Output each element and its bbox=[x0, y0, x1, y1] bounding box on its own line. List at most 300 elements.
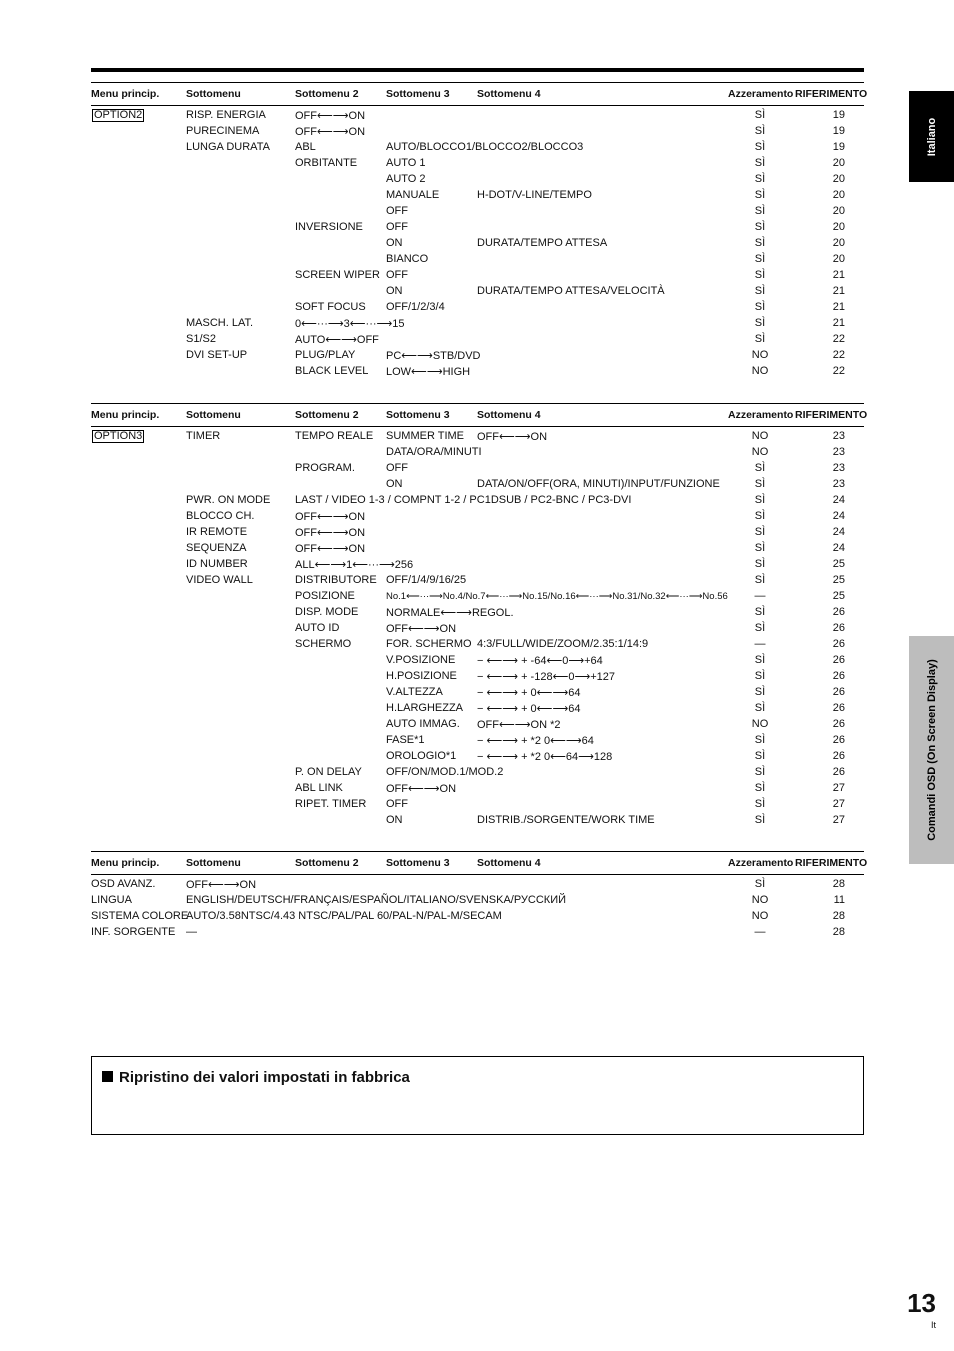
table-row bbox=[91, 717, 864, 733]
header-azzeramento: Azzeramento bbox=[728, 409, 794, 421]
cell-riferimento bbox=[803, 205, 845, 217]
cell-text: OFF⟵⟶ON bbox=[295, 511, 366, 523]
cell-text: SÌ bbox=[754, 317, 766, 329]
cell-text: BIANCO bbox=[386, 253, 429, 265]
table-row bbox=[91, 477, 864, 493]
cell-sottomenu-3 bbox=[386, 654, 455, 666]
cell-sottomenu-3 bbox=[386, 285, 403, 297]
cell-azzeramento bbox=[731, 574, 789, 586]
cell-sottomenu-2 bbox=[295, 606, 358, 618]
cell-sottomenu-4 bbox=[477, 430, 547, 443]
menu-table-general bbox=[91, 851, 868, 941]
cell-text: 19 bbox=[832, 141, 845, 153]
cell-riferimento bbox=[803, 125, 845, 137]
cell-text: No.1⟵···⟶No.4/No.7⟵···⟶No.15/No.16⟵···⟶No.31/No.32⟵···⟶No.56 bbox=[386, 591, 728, 602]
cell-text: OFF⟵⟶ON *2 bbox=[477, 719, 561, 731]
cell-text: OFF/1/4/9/16/25 bbox=[386, 574, 467, 586]
cell-text: AUTO 2 bbox=[386, 173, 426, 185]
cell-riferimento bbox=[803, 237, 845, 249]
cell-sottomenu-3 bbox=[386, 814, 403, 826]
cell-azzeramento bbox=[731, 494, 789, 506]
header-sottomenu-2: Sottomenu 2 bbox=[295, 857, 359, 869]
cell-text: DURATA/TEMPO ATTESA bbox=[477, 237, 608, 249]
cell-text: SÌ bbox=[754, 734, 766, 746]
cell-sottomenu-2 bbox=[295, 590, 355, 602]
cell-text: SÌ bbox=[754, 670, 766, 682]
cell-text: NO bbox=[751, 365, 769, 377]
cell-menu-principale bbox=[91, 109, 144, 122]
cell-riferimento bbox=[803, 814, 845, 826]
cell-text: SÌ bbox=[754, 574, 766, 586]
cell-text: SÌ bbox=[754, 285, 766, 297]
header-sottomenu-3: Sottomenu 3 bbox=[386, 88, 450, 100]
header-riferimento: RIFERIMENTO bbox=[795, 857, 868, 869]
cell-text: NORMALE⟵⟶REGOL. bbox=[386, 607, 514, 619]
header-azzeramento: Azzeramento bbox=[728, 857, 794, 869]
cell-text: SÌ bbox=[754, 141, 766, 153]
cell-sottomenu-4 bbox=[477, 702, 580, 715]
cell-text: SÌ bbox=[754, 109, 766, 121]
cell-text: 27 bbox=[832, 814, 845, 826]
table-row bbox=[91, 749, 864, 765]
cell-text: OFF bbox=[386, 798, 408, 810]
cell-sottomenu-2 bbox=[295, 542, 365, 555]
cell-sottomenu-3 bbox=[386, 189, 439, 201]
cell-sottomenu-4 bbox=[477, 237, 607, 249]
cell-text: 28 bbox=[832, 910, 845, 922]
cell-sottomenu-4 bbox=[477, 638, 648, 650]
cell-text: SÌ bbox=[754, 782, 766, 794]
cell-text: 26 bbox=[832, 638, 845, 650]
cell-text: MANUALE bbox=[386, 189, 440, 201]
cell-riferimento bbox=[803, 558, 845, 570]
cell-text: H.POSIZIONE bbox=[386, 670, 457, 682]
table-row bbox=[91, 364, 864, 380]
cell-text: 26 bbox=[832, 702, 845, 714]
cell-text: 21 bbox=[832, 285, 845, 297]
cell-sottomenu bbox=[186, 333, 216, 345]
cell-azzeramento bbox=[731, 141, 789, 153]
cell-riferimento bbox=[803, 894, 845, 906]
cell-sottomenu-3 bbox=[386, 798, 408, 810]
cell-text: DISTRIB./SORGENTE/WORK TIME bbox=[477, 814, 655, 826]
cell-riferimento bbox=[803, 574, 845, 586]
cell-text: OFF⟵⟶ON bbox=[477, 431, 548, 443]
cell-text: ALL⟵⟶1⟵···⟶256 bbox=[295, 559, 414, 571]
table-row bbox=[91, 493, 864, 509]
cell-text: SÌ bbox=[754, 478, 766, 490]
language-tab-label: Italiano bbox=[925, 117, 938, 156]
cell-text: SÌ bbox=[754, 462, 766, 474]
header-sottomenu: Sottomenu bbox=[186, 409, 241, 421]
header-sottomenu-3: Sottomenu 3 bbox=[386, 857, 450, 869]
cell-text: 26 bbox=[832, 734, 845, 746]
cell-text: ON bbox=[386, 285, 403, 297]
cell-text: OPTION3 bbox=[94, 430, 143, 442]
cell-text: DISTRIBUTORE bbox=[295, 574, 377, 586]
cell-sottomenu-3 bbox=[386, 574, 466, 586]
cell-sottomenu-2 bbox=[295, 221, 363, 233]
cell-riferimento bbox=[803, 910, 845, 922]
cell-text: − ⟵⟶ + 0⟵⟶64 bbox=[477, 703, 581, 715]
table-row bbox=[91, 140, 864, 156]
cell-text: OPTION2 bbox=[94, 109, 143, 121]
table-row bbox=[91, 893, 864, 909]
cell-azzeramento bbox=[731, 205, 789, 217]
cell-text: 22 bbox=[832, 333, 845, 345]
table-row bbox=[91, 188, 864, 204]
table-row bbox=[91, 316, 864, 332]
cell-text: − ⟵⟶ + -128⟵0⟶+127 bbox=[477, 671, 616, 683]
cell-text: AUTO ID bbox=[295, 622, 340, 634]
cell-sottomenu-3 bbox=[386, 638, 472, 650]
reset-section-heading bbox=[102, 1069, 410, 1086]
cell-sottomenu-3 bbox=[386, 606, 514, 619]
cell-azzeramento bbox=[731, 526, 789, 538]
table-row bbox=[91, 220, 864, 236]
cell-text: NO bbox=[751, 718, 769, 730]
cell-sottomenu-3 bbox=[386, 686, 443, 698]
cell-text: S1/S2 bbox=[186, 333, 216, 345]
cell-riferimento bbox=[803, 590, 845, 602]
cell-text: SOFT FOCUS bbox=[295, 301, 366, 313]
cell-azzeramento bbox=[731, 301, 789, 313]
cell-text: OFF⟵⟶ON bbox=[295, 110, 366, 122]
cell-text: OFF bbox=[386, 221, 408, 233]
cell-text: LINGUA bbox=[91, 894, 132, 906]
table-row bbox=[91, 685, 864, 701]
cell-azzeramento bbox=[731, 814, 789, 826]
cell-sottomenu-4 bbox=[477, 189, 592, 201]
cell-sottomenu-4 bbox=[477, 750, 612, 763]
cell-text: LOW⟵⟶HIGH bbox=[386, 366, 471, 378]
cell-text: 25 bbox=[832, 574, 845, 586]
cell-text: 22 bbox=[832, 349, 845, 361]
table-row bbox=[91, 925, 864, 941]
table-row bbox=[91, 236, 864, 252]
cell-sottomenu-2 bbox=[295, 125, 365, 138]
cell-sottomenu-2 bbox=[295, 109, 365, 122]
cell-text: SÌ bbox=[754, 878, 766, 890]
cell-text: PLUG/PLAY bbox=[295, 349, 356, 361]
cell-text: DATA/ORA/MINUTI bbox=[386, 446, 482, 458]
cell-text: 26 bbox=[832, 622, 845, 634]
cell-text: ID NUMBER bbox=[186, 558, 248, 570]
cell-sottomenu bbox=[186, 574, 253, 586]
cell-text: SÌ bbox=[754, 702, 766, 714]
cell-riferimento bbox=[803, 285, 845, 297]
cell-riferimento bbox=[803, 670, 845, 682]
cell-sottomenu bbox=[186, 349, 247, 361]
cell-azzeramento bbox=[731, 237, 789, 249]
cell-text: SÌ bbox=[754, 269, 766, 281]
cell-text: OFF bbox=[386, 269, 408, 281]
cell-azzeramento bbox=[731, 734, 789, 746]
cell-riferimento bbox=[803, 157, 845, 169]
cell-text: V.POSIZIONE bbox=[386, 654, 456, 666]
cell-text: DISP. MODE bbox=[295, 606, 359, 618]
cell-azzeramento bbox=[731, 462, 789, 474]
cell-text: SÌ bbox=[754, 125, 766, 137]
cell-azzeramento bbox=[731, 878, 789, 890]
cell-text: DATA/ON/OFF(ORA, MINUTI)/INPUT/FUNZIONE bbox=[477, 478, 720, 490]
language-tab bbox=[909, 91, 954, 182]
cell-sottomenu-3 bbox=[386, 718, 460, 730]
cell-text: ON bbox=[386, 478, 403, 490]
cell-text: PROGRAM. bbox=[295, 462, 355, 474]
cell-text: PC⟵⟶STB/DVD bbox=[386, 350, 481, 362]
cell-text: AUTO/3.58NTSC/4.43 NTSC/PAL/PAL 60/PAL-N/PAL-M/SECAM bbox=[186, 910, 502, 922]
cell-sottomenu-2 bbox=[295, 638, 351, 650]
cell-sottomenu-3 bbox=[386, 750, 456, 762]
table-row bbox=[91, 252, 864, 268]
cell-text: 0⟵···⟶3⟵···⟶15 bbox=[295, 318, 405, 330]
table-header bbox=[91, 851, 868, 875]
cell-text: SÌ bbox=[754, 558, 766, 570]
cell-text: NO bbox=[751, 894, 769, 906]
table-row bbox=[91, 525, 864, 541]
cell-riferimento bbox=[803, 269, 845, 281]
header-azzeramento: Azzeramento bbox=[728, 88, 794, 100]
cell-sottomenu-2 bbox=[295, 798, 366, 810]
table-row bbox=[91, 445, 864, 461]
cell-text: 23 bbox=[832, 478, 845, 490]
cell-text: SCREEN WIPER bbox=[295, 269, 380, 281]
header-menu-principale: Menu princip. bbox=[91, 409, 160, 421]
cell-text: SÌ bbox=[754, 766, 766, 778]
cell-sottomenu bbox=[186, 125, 259, 137]
cell-text: OFF/1/2/3/4 bbox=[386, 301, 445, 313]
cell-azzeramento bbox=[731, 894, 789, 906]
cell-text: NO bbox=[751, 910, 769, 922]
cell-sottomenu-2 bbox=[295, 317, 405, 330]
cell-azzeramento bbox=[731, 606, 789, 618]
cell-text: 23 bbox=[832, 462, 845, 474]
cell-riferimento bbox=[803, 173, 845, 185]
cell-sottomenu-4 bbox=[477, 718, 561, 731]
cell-azzeramento bbox=[731, 686, 789, 698]
cell-sottomenu-3 bbox=[386, 478, 403, 490]
cell-sottomenu-2 bbox=[295, 510, 365, 523]
cell-riferimento bbox=[803, 766, 845, 778]
cell-riferimento bbox=[803, 494, 845, 506]
cell-text: 27 bbox=[832, 782, 845, 794]
table-header bbox=[91, 403, 868, 427]
cell-riferimento bbox=[803, 734, 845, 746]
table-body bbox=[91, 429, 864, 829]
table-row bbox=[91, 637, 864, 653]
cell-riferimento bbox=[803, 606, 845, 618]
cell-riferimento bbox=[803, 221, 845, 233]
cell-text: AUTO IMMAG. bbox=[386, 718, 460, 730]
cell-sottomenu-2 bbox=[295, 430, 373, 442]
cell-sottomenu bbox=[186, 910, 502, 922]
cell-text: RISP. ENERGIA bbox=[186, 109, 266, 121]
cell-riferimento bbox=[803, 430, 845, 442]
cell-sottomenu-3 bbox=[386, 301, 445, 313]
cell-menu-principale bbox=[91, 926, 175, 938]
cell-sottomenu-2 bbox=[295, 141, 316, 153]
cell-riferimento bbox=[803, 478, 845, 490]
cell-text: − ⟵⟶ + 0⟵⟶64 bbox=[477, 687, 581, 699]
cell-text: SÌ bbox=[754, 237, 766, 249]
cell-riferimento bbox=[803, 253, 845, 265]
cell-sottomenu-3 bbox=[386, 141, 583, 153]
cell-text: BLACK LEVEL bbox=[295, 365, 369, 377]
cell-azzeramento bbox=[731, 622, 789, 634]
cell-azzeramento bbox=[731, 430, 789, 442]
cell-text: SÌ bbox=[754, 686, 766, 698]
cell-riferimento bbox=[803, 526, 845, 538]
cell-text: − ⟵⟶ + -64⟵0⟶+64 bbox=[477, 655, 603, 667]
cell-text: P. ON DELAY bbox=[295, 766, 362, 778]
cell-text: 23 bbox=[832, 446, 845, 458]
cell-text: FOR. SCHERMO bbox=[386, 638, 472, 650]
cell-text: TEMPO REALE bbox=[295, 430, 374, 442]
cell-text: MASCH. LAT. bbox=[186, 317, 254, 329]
table-row bbox=[91, 461, 864, 477]
cell-sottomenu-3 bbox=[386, 702, 463, 714]
cell-text: H-DOT/V-LINE/TEMPO bbox=[477, 189, 592, 201]
cell-azzeramento bbox=[731, 670, 789, 682]
cell-sottomenu-3 bbox=[386, 446, 482, 458]
cell-text: 26 bbox=[832, 718, 845, 730]
cell-sottomenu-3 bbox=[386, 590, 728, 602]
cell-sottomenu-3 bbox=[386, 622, 456, 635]
cell-text: 24 bbox=[832, 494, 845, 506]
cell-text: 21 bbox=[832, 269, 845, 281]
cell-text: OFF bbox=[386, 462, 408, 474]
cell-menu-principale bbox=[91, 894, 132, 906]
cell-text: 26 bbox=[832, 686, 845, 698]
cell-text: SÌ bbox=[754, 494, 766, 506]
cell-azzeramento bbox=[731, 478, 789, 490]
cell-riferimento bbox=[803, 654, 845, 666]
cell-text: SÌ bbox=[754, 253, 766, 265]
cell-sottomenu-2 bbox=[295, 766, 362, 778]
table-row bbox=[91, 589, 864, 605]
table-header bbox=[91, 82, 868, 106]
table-row bbox=[91, 108, 864, 124]
cell-sottomenu-3 bbox=[386, 221, 408, 233]
cell-sottomenu-2 bbox=[295, 526, 365, 539]
menu-table-option2 bbox=[91, 82, 868, 380]
cell-text: VIDEO WALL bbox=[186, 574, 253, 586]
cell-text: SÌ bbox=[754, 798, 766, 810]
cell-sottomenu-2 bbox=[295, 574, 377, 586]
square-bullet-icon bbox=[102, 1071, 113, 1082]
header-sottomenu-2: Sottomenu 2 bbox=[295, 88, 359, 100]
cell-text: OFF⟵⟶ON bbox=[386, 783, 457, 795]
cell-sottomenu-2 bbox=[295, 622, 339, 634]
header-menu-principale: Menu princip. bbox=[91, 857, 160, 869]
cell-text: − ⟵⟶ + *2 0⟵⟶64 bbox=[477, 735, 594, 747]
cell-sottomenu-3 bbox=[386, 205, 408, 217]
cell-sottomenu bbox=[186, 510, 254, 522]
reset-section-box bbox=[91, 1056, 864, 1135]
cell-text: 27 bbox=[832, 798, 845, 810]
cell-text: SISTEMA COLORE bbox=[91, 910, 189, 922]
cell-text: — bbox=[754, 638, 766, 650]
cell-riferimento bbox=[803, 926, 845, 938]
cell-text: 22 bbox=[832, 365, 845, 377]
header-sottomenu-4: Sottomenu 4 bbox=[477, 88, 541, 100]
cell-sottomenu-3 bbox=[386, 253, 428, 265]
cell-text: SÌ bbox=[754, 606, 766, 618]
table-row bbox=[91, 429, 864, 445]
cell-text: OSD AVANZ. bbox=[91, 878, 156, 890]
cell-text: PURECINEMA bbox=[186, 125, 260, 137]
cell-riferimento bbox=[803, 542, 845, 554]
reset-section-title: Ripristino dei valori impostati in fabbrica bbox=[119, 1069, 410, 1086]
cell-riferimento bbox=[803, 510, 845, 522]
cell-sottomenu-2 bbox=[295, 269, 380, 281]
table-row bbox=[91, 701, 864, 717]
cell-text: 19 bbox=[832, 125, 845, 137]
table-row bbox=[91, 300, 864, 316]
cell-azzeramento bbox=[731, 718, 789, 730]
cell-text: IR REMOTE bbox=[186, 526, 248, 538]
page-language-code: It bbox=[930, 1320, 936, 1330]
cell-text: OFF⟵⟶ON bbox=[295, 126, 366, 138]
cell-text: SÌ bbox=[754, 333, 766, 345]
cell-text: INF. SORGENTE bbox=[91, 926, 176, 938]
cell-text: ON bbox=[386, 814, 403, 826]
cell-azzeramento bbox=[731, 365, 789, 377]
cell-text: — bbox=[186, 926, 197, 938]
header-sottomenu-2: Sottomenu 2 bbox=[295, 409, 359, 421]
cell-text: 26 bbox=[832, 606, 845, 618]
cell-text: SÌ bbox=[754, 173, 766, 185]
cell-riferimento bbox=[803, 446, 845, 458]
cell-sottomenu bbox=[186, 926, 197, 938]
cell-azzeramento bbox=[731, 317, 789, 329]
table-row bbox=[91, 669, 864, 685]
cell-sottomenu-3 bbox=[386, 462, 408, 474]
cell-azzeramento bbox=[731, 542, 789, 554]
cell-text: 26 bbox=[832, 750, 845, 762]
cell-menu-principale bbox=[91, 878, 155, 890]
cell-text: — bbox=[754, 926, 766, 938]
cell-riferimento bbox=[803, 702, 845, 714]
cell-text: SCHERMO bbox=[295, 638, 352, 650]
table-row bbox=[91, 797, 864, 813]
cell-azzeramento bbox=[731, 510, 789, 522]
cell-sottomenu-3 bbox=[386, 269, 408, 281]
cell-text: SÌ bbox=[754, 301, 766, 313]
table-row bbox=[91, 557, 864, 573]
cell-riferimento bbox=[803, 638, 845, 650]
section-tab-label: Comandi OSD (On Screen Display) bbox=[925, 659, 938, 841]
cell-azzeramento bbox=[731, 269, 789, 281]
cell-sottomenu-2 bbox=[295, 462, 355, 474]
cell-text: 19 bbox=[832, 109, 845, 121]
cell-text: SÌ bbox=[754, 654, 766, 666]
cell-azzeramento bbox=[731, 782, 789, 794]
table-row bbox=[91, 813, 864, 829]
table-row bbox=[91, 877, 864, 893]
cell-sottomenu bbox=[186, 526, 247, 538]
cell-azzeramento bbox=[731, 125, 789, 137]
table-row bbox=[91, 605, 864, 621]
cell-text: SÌ bbox=[754, 189, 766, 201]
cell-text: OFF bbox=[386, 205, 408, 217]
cell-text: SEQUENZA bbox=[186, 542, 247, 554]
top-rule bbox=[91, 68, 864, 72]
cell-riferimento bbox=[803, 109, 845, 121]
cell-text: 11 bbox=[833, 894, 845, 906]
cell-sottomenu bbox=[186, 494, 270, 506]
